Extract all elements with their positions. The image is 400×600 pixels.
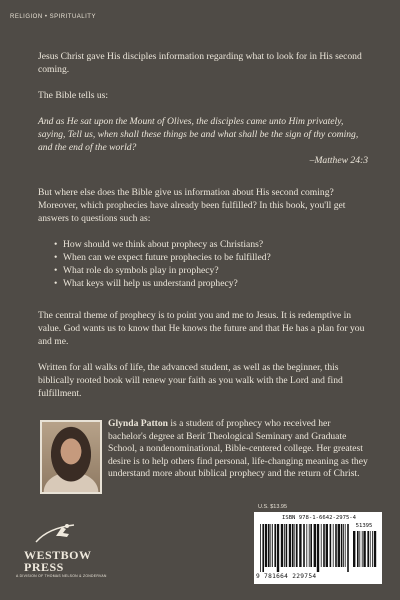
barcode-bar <box>333 524 334 567</box>
author-bio <box>108 418 370 481</box>
barcode-bar <box>367 531 369 567</box>
barcode-bar <box>286 524 288 567</box>
barcode-bar <box>262 524 264 572</box>
barcode-bar <box>370 531 371 567</box>
supplement-digits: 51395 <box>355 523 373 529</box>
barcode-bar <box>335 524 337 567</box>
barcode-bar <box>326 524 328 567</box>
publisher-logo <box>16 522 106 579</box>
barcode-bar <box>265 524 267 567</box>
barcode-bar <box>330 524 332 567</box>
barcode-bar <box>296 524 298 567</box>
barcode-bar <box>317 524 319 572</box>
barcode-bar <box>362 531 363 567</box>
author-name: Glynda Patton <box>108 418 168 429</box>
price: U.S. $13.95 <box>258 504 288 510</box>
author-bio-text: is a student of prophecy who received her bachelor's degree at Berit Theological Seminary and Graduate School, a nondenominational, Bible-centered college. Her greatest desire is to help others find personal, life-changing meaning as they understand more about biblical prophecy and the return of Christ. <box>108 418 368 479</box>
barcode-bar <box>359 531 360 567</box>
barcode-bar <box>292 524 294 567</box>
category-label: RELIGION • SPIRITUALITY <box>10 14 96 20</box>
barcode-bar <box>277 524 279 572</box>
barcode-bar <box>321 524 322 567</box>
barcode-bar <box>345 524 346 567</box>
isbn-label: ISBN 978-1-6642-2975-4 <box>281 515 357 521</box>
barcode-bar <box>272 524 273 567</box>
list-item: • What role do symbols play in prophecy? <box>54 264 368 277</box>
barcode-bar <box>306 524 307 567</box>
barcode-bar <box>314 524 316 567</box>
barcode-bar <box>310 524 312 567</box>
barcode-bar <box>309 524 310 567</box>
barcode-bar <box>347 524 349 572</box>
barcode-bar <box>363 531 365 567</box>
barcode-bar <box>268 524 270 567</box>
barcode-bar <box>338 524 340 567</box>
scripture-quote: And as He sat upon the Mount of Olives, the disciples came unto Him privately, saying, Tell us, when shall these things be and what shall be the sign of thy coming, and the end of the world? <box>38 116 359 153</box>
barcode-bar <box>343 524 344 567</box>
barcode-bar <box>303 524 305 567</box>
theme-paragraph: The central theme of prophecy is to point you and me to Jesus. It is redemptive in value. God wants us to know that He knows the future and that He has a plan for you and me. <box>38 310 365 347</box>
barcode-bar <box>289 524 291 567</box>
barcode-bar <box>372 531 373 567</box>
barcode-bar <box>323 524 325 567</box>
question-list <box>38 238 368 290</box>
scripture-citation: –Matthew 24:3 <box>309 155 368 166</box>
runner-icon <box>34 522 78 544</box>
list-item: • When can we expect future prophecies to be fulfilled? <box>54 251 368 264</box>
barcode-bar <box>357 531 359 567</box>
barcode-bar <box>374 531 376 567</box>
barcode-bar <box>260 524 261 572</box>
list-item: • How should we think about prophecy as Christians? <box>54 238 368 251</box>
intro-line: Jesus Christ gave His disciples information regarding what to look for in His second coming. <box>38 51 362 75</box>
publisher-name: WESTBOW PRESS <box>24 548 92 574</box>
barcode-bar <box>299 524 301 567</box>
barcode-bar <box>353 531 355 567</box>
barcode-bar <box>274 524 276 567</box>
blurb <box>38 50 368 400</box>
barcode-bar <box>341 524 343 567</box>
list-item: • What keys will help us understand prophecy? <box>54 277 368 290</box>
barcode-bar <box>294 524 295 567</box>
barcode-bar <box>281 524 283 567</box>
author-photo <box>40 420 102 494</box>
barcode-bar <box>284 524 285 567</box>
audience-paragraph: Written for all walks of life, the advanced student, as well as the beginner, this biblically rooted book will renew your faith as you walk with the Lord and find fulfillment. <box>38 362 343 399</box>
ean-barcode-bars <box>260 524 350 572</box>
question-paragraph: But where else does the Bible give us information about His second coming? Moreover, which prophecies have already been fulfilled? In this book, you'll get answers to questions such as: <box>38 187 346 224</box>
ean-digits: 9 781664 229754 <box>256 573 317 580</box>
publisher-tagline: A DIVISION OF THOMAS NELSON & ZONDERVAN <box>16 574 107 578</box>
barcode <box>254 512 382 584</box>
supplement-barcode-bars <box>353 531 377 572</box>
barcode-bar <box>270 524 271 567</box>
bible-tells-us: The Bible tells us: <box>38 90 109 101</box>
